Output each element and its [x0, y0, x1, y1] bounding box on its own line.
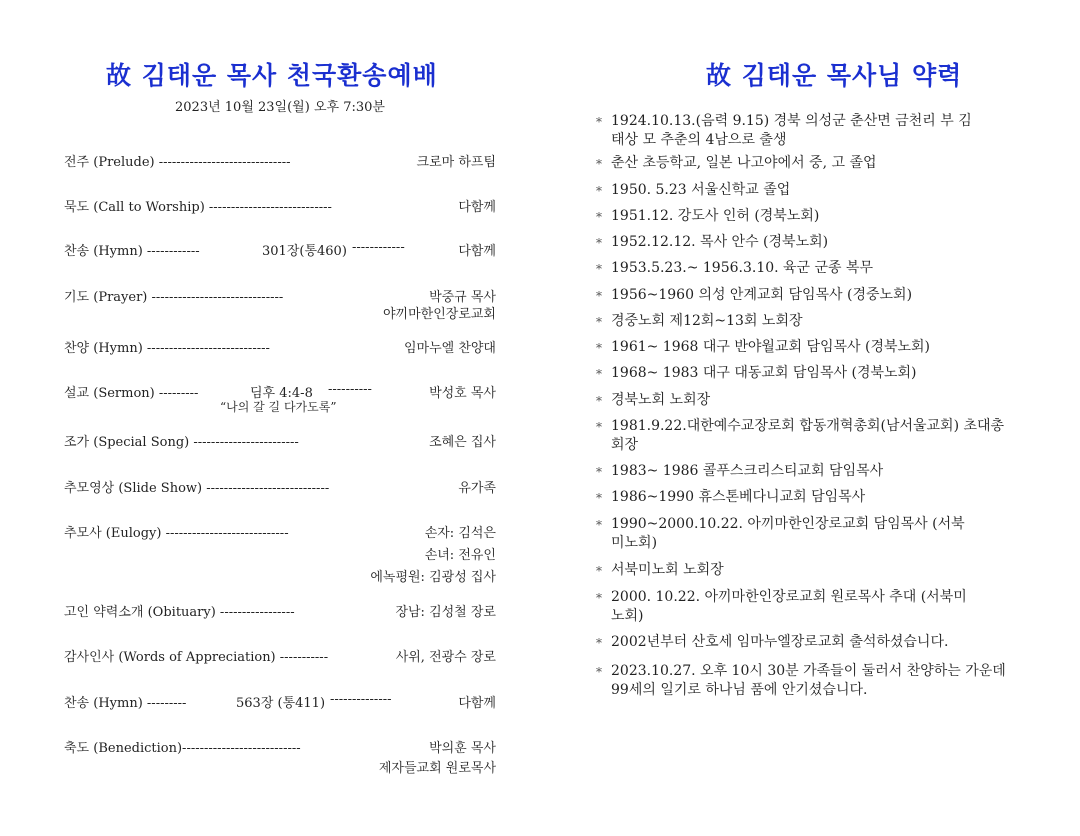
program-item-hymn-2: [64, 692, 504, 710]
bullet-star-icon: *: [596, 367, 602, 381]
program-item-prelude: [64, 151, 504, 169]
program-leader: 다함께: [458, 244, 496, 259]
service-date: 2023년 10월 23일(월) 오후 7:30분: [175, 100, 385, 115]
sermon-title: “나의 갈 길 다가도록”: [220, 400, 337, 414]
bullet-star-icon: *: [596, 665, 602, 679]
hymn-number: 563장 (통411): [236, 696, 326, 711]
program-leader-church: 야끼마한인장로교회: [382, 307, 496, 322]
bullet-star-icon: *: [596, 518, 602, 532]
bullet-star-icon: *: [596, 210, 602, 224]
bullet-star-icon: *: [596, 465, 602, 479]
biography-panel: 故 김태운 목사님 약력 * 1924.10.13.(음력 9.15) 경북 의성군 춘산면 금천리 부 김태상 모 추춘의 4남으로 출생 * 춘산 초등학교, 일본 나고야에서 중, 고 졸업 * 1950. 5.23 서울신학교 졸업 * 1951.12. 강도사 인허 (경북노회) * 1952.12.12. 목사 안수 (경북노회) * 1953.5.23.~ 1956.3.10. 육군 군종 복무 * 1956~1960 의성 안계교회 담임목사 (경중노회) * 경중노회 제12회~13회 노회장 * 1961~ 1968 대구 반야월교회 담임목사 (경북노회) * 1968~ 1983 대구 대동교회 담임목사 (경북노회) * 경북노회 노회장 * 1981.9.22.대한예수교장로회 합동개혁총회(남서울교회) 초대총회장 * 1983~ 1986 콜푸스크리스티교회 담임목사 * 1986~1990 휴스톤베다니교회 담임목사 * 1990~2000.10.22. 아끼마한인장로교회 담임목사 (서북미노회) * 서북미노회 노회장 * 2000. 10.22. 아끼마한인장로교회 원로목사 추대 (서북미노회) * 2002년부터 산호세 임마누엘장로교회 출석하셨습니다. * 2023.10.27. 오후 10시 30분 가족들이 둘러서 찬양하는 가운데 99세의 일기로 하나님 품에 안기셨습니다.: [560, 0, 1080, 836]
program-leader-3: 에녹평원: 김광성 집사: [370, 570, 496, 585]
program-item-eulogy: [64, 522, 504, 585]
bullet-star-icon: *: [596, 262, 602, 276]
program-dashes: ------------: [352, 240, 405, 255]
program-leader: 조혜은 집사: [429, 435, 496, 450]
program-label: 묵도 (Call to Worship) ----------------------------: [64, 200, 332, 215]
program-label: 찬양 (Hymn) ----------------------------: [64, 341, 270, 356]
program-label: 조가 (Special Song) ------------------------: [64, 435, 299, 450]
program-item-hymn-1: [64, 240, 504, 258]
program-leader: 크로마 하프팀: [416, 155, 496, 170]
bullet-star-icon: *: [596, 591, 602, 605]
program-leader: 사위, 전광수 장로: [395, 650, 496, 665]
hymn-number: 301장(통460): [262, 244, 347, 259]
program-item-obituary: [64, 601, 504, 619]
program-label: 고인 약력소개 (Obituary) -----------------: [64, 605, 295, 620]
program-leader: 다함께: [458, 696, 496, 711]
bullet-star-icon: *: [596, 315, 602, 329]
program-label: 축도 (Benediction)---------------------------: [64, 741, 301, 756]
program-leader-2: 손녀: 전유인: [424, 548, 496, 563]
program-label: 추모사 (Eulogy) ----------------------------: [64, 526, 289, 541]
bullet-star-icon: *: [596, 184, 602, 198]
program-leader-church: 제자들교회 원로목사: [378, 761, 496, 776]
program-item-benediction: [64, 737, 504, 776]
program-item-choir: [64, 337, 504, 355]
bullet-star-icon: *: [596, 564, 602, 578]
program-leader: 박의훈 목사: [429, 741, 496, 756]
program-label: 추모영상 (Slide Show) ----------------------------: [64, 481, 330, 496]
program-leader: 박성호 목사: [429, 386, 496, 401]
program-leader: 장남: 김성철 장로: [395, 605, 496, 620]
program-item-special-song: [64, 431, 504, 449]
program-label: 감사인사 (Words of Appreciation) -----------: [64, 650, 329, 665]
bullet-star-icon: *: [596, 236, 602, 250]
bullet-star-icon: *: [596, 491, 602, 505]
bullet-star-icon: *: [596, 341, 602, 355]
bullet-star-icon: *: [596, 289, 602, 303]
program-item-appreciation: [64, 646, 504, 664]
program-label: 찬송 (Hymn) ------------: [64, 244, 200, 259]
bullet-star-icon: *: [596, 157, 602, 171]
program-dashes: ----------: [328, 382, 372, 397]
program-item-call-to-worship: [64, 196, 504, 214]
sermon-scripture: 딤후 4:4-8: [250, 386, 313, 401]
biography-title: 故 김태운 목사님 약력: [706, 61, 963, 90]
program-leader: 박중규 목사: [429, 290, 496, 305]
program-leader: 임마누엘 찬양대: [403, 341, 496, 356]
bullet-star-icon: *: [596, 636, 602, 650]
program-label: 전주 (Prelude) ------------------------------: [64, 155, 291, 170]
program-label: 기도 (Prayer) ------------------------------: [64, 290, 284, 305]
program-dashes: --------------: [330, 692, 392, 707]
bullet-star-icon: *: [596, 115, 602, 129]
bullet-star-icon: *: [596, 394, 602, 408]
program-label: 설교 (Sermon) ---------: [64, 386, 199, 401]
program-leader: 유가족: [458, 481, 496, 496]
program-leader: 다함께: [458, 200, 496, 215]
service-title: 故 김태운 목사 천국환송예배: [106, 61, 438, 90]
program-item-sermon: [64, 382, 504, 414]
bullet-star-icon: *: [596, 420, 602, 434]
program-item-slide-show: [64, 477, 504, 495]
program-item-prayer: [64, 286, 504, 322]
program-label: 찬송 (Hymn) ---------: [64, 696, 187, 711]
program-leader: 손자: 김석은: [424, 526, 496, 541]
